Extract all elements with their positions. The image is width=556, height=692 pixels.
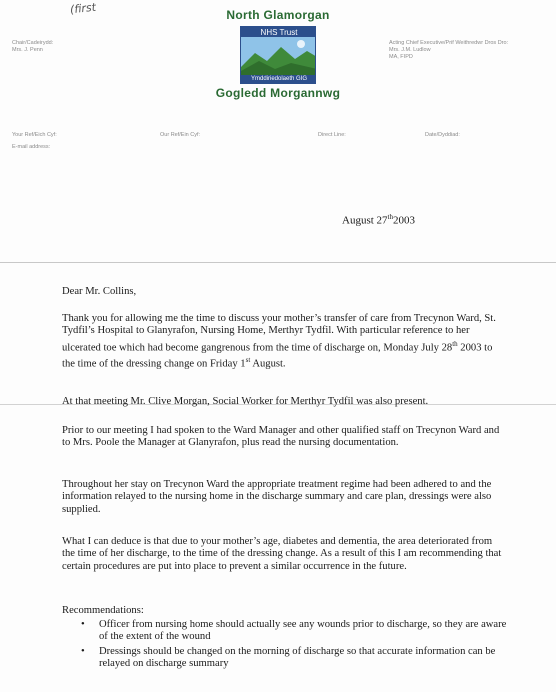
list-item: • Dressings should be changed on the morning of discharge so that accurate information can be relayed on discharge summary: [80, 646, 510, 671]
footer-strip: [0, 686, 556, 692]
our-ref-label: Our Ref/Ein Cyf:: [160, 132, 201, 138]
paragraph-meeting: At that meeting Mr. Clive Morgan, Social Worker for Merthyr Tydfil was also present.: [62, 396, 429, 407]
email-label: E-mail address:: [12, 144, 51, 150]
handwritten-note: (first: [69, 0, 97, 17]
paragraph-transfer: Thank you for allowing me the time to discuss your mother’s transfer of care from Trecynon Ward, St. Tydfil’s Hospital to Glanyrafon, Nursing Home, Merthyr Tydfil. With particular reference to her ulcerated toe which had become gangrenous from the time of discharge on, Monday July 28th 2003 to the time of the dressing change on Friday 1st August.: [62, 313, 496, 370]
date-label: Date/Dyddiad:: [425, 132, 460, 138]
direct-line-label: Direct Line:: [318, 132, 346, 138]
recommendations-list: [80, 619, 510, 672]
chair-label: Chair/Cadeirydd:: [12, 40, 54, 46]
paragraph-prior: Prior to our meeting I had spoken to the Ward Manager and other qualified staff on Trecynon Ward and to Mrs. Poole the Manager at Glanyrafon, plus read the nursing documentation.: [62, 425, 500, 449]
letter-date: August 27th2003: [342, 213, 415, 227]
paragraph-deduction: What I can deduce is that due to your mother’s age, diabetes and dementia, the area deteriorated from the time of her discharge, to the time of the dressing change. As a result of this I am recommending that certain procedures are put into place to prevent a similar occurrence in the future.: [62, 536, 502, 572]
ceo-label: Acting Chief Executive/Prif Weithredwr Dros Dro:: [389, 40, 509, 46]
list-item: • Officer from nursing home should actually see any wounds prior to discharge, so they are aware of the extent of the wound: [80, 619, 510, 644]
your-ref-label: Your Ref/Eich Cyf:: [12, 132, 57, 138]
org-name-english: North Glamorgan: [226, 8, 330, 22]
logo-welsh-label: Ymddiriedolaeth GIG: [250, 76, 308, 82]
chair-block: [12, 40, 53, 54]
ceo-block: [389, 40, 508, 61]
org-name-welsh: Gogledd Morgannwg: [215, 86, 341, 100]
paragraph-treatment: Throughout her stay on Trecynon Ward the appropriate treatment regime had been adhered to and the information relayed to the nursing home in the discharge summary and care plan, dressings were also supplied.: [62, 479, 492, 515]
logo-trust-label: NHS Trust: [260, 28, 298, 37]
chair-name: Mrs. J. Penn: [12, 47, 43, 53]
ceo-quals: MA, FIPD: [389, 54, 413, 60]
ceo-name: Mrs. J.M. Ludlow: [389, 47, 431, 53]
recommendations-heading: Recommendations:: [62, 605, 144, 616]
paper-fold-line: [0, 262, 556, 263]
nhs-trust-logo: [240, 26, 316, 84]
greeting: Dear Mr. Collins,: [62, 286, 137, 297]
